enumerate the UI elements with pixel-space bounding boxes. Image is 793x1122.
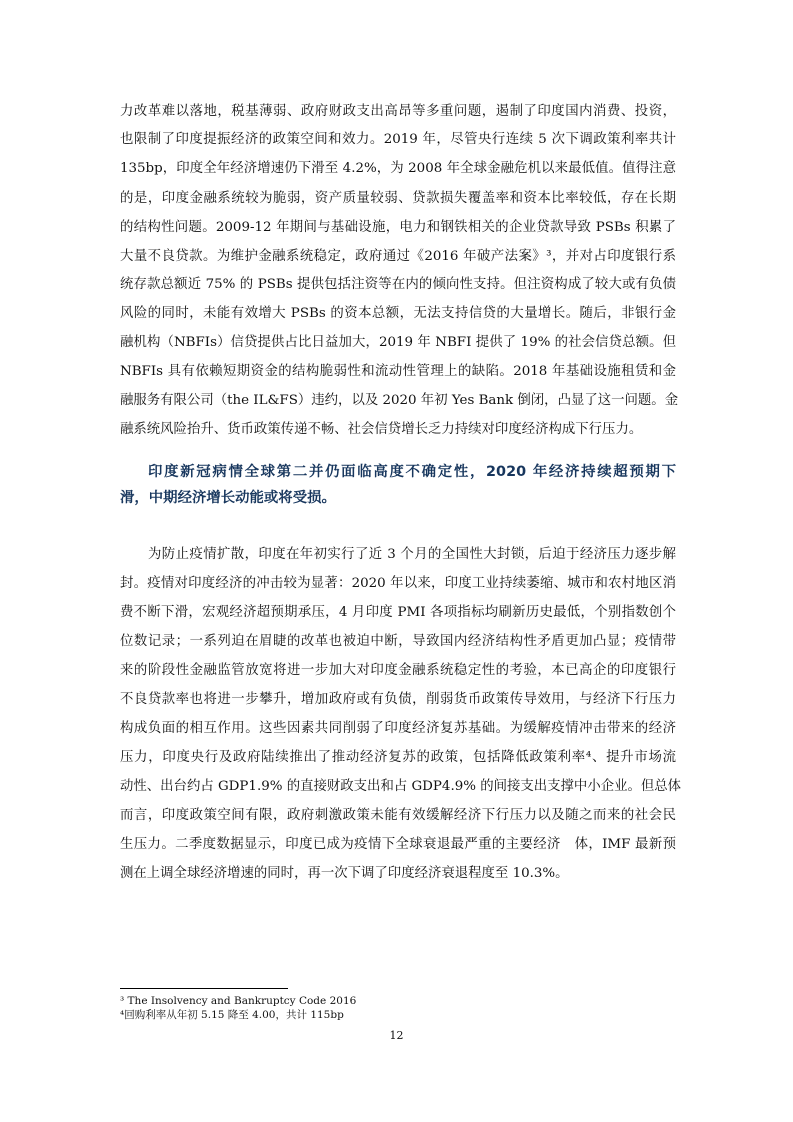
text-line: NBFIs 具有依赖短期资金的结构脆弱性和流动性管理上的缺陷。2018 年基础设施租赁和金 (120, 364, 676, 379)
text-line: 生压力。二季度数据显示，印度已成为疫情下全球衰退最严重的主要经济 体，IMF 最新预 (120, 837, 676, 852)
text-line: 135bp，印度全年经济增速仍下滑至 4.2%，为 2008 年全球金融危机以来最低值。值得注意 (120, 161, 676, 176)
heading-line: 印度新冠病情全球第二并仍面临高度不确定性，2020 年经济持续超预期下 (148, 464, 676, 480)
text-line: 的是，印度金融系统较为脆弱，资产质量较弱、贷款损失覆盖率和资本比率较低，存在长期 (120, 191, 676, 206)
text-line: 封。疫情对印度经济的冲击较为显著：2020 年以来，印度工业持续萎缩、城市和农村地区消 (120, 576, 676, 591)
text-line: 而言，印度政策空间有限，政府刺激政策未能有效缓解经济下行压力以及随之而来的社会民 (120, 808, 676, 823)
text-line: 费不断下滑，宏观经济超预期承压，4 月印度 PMI 各项指标均刷新历史最低，个别指数创个 (120, 605, 676, 620)
text-line: 不良贷款率也将进一步攀升，增加政府或有负债，削弱货币政策传导效用，与经济下行压力 (120, 692, 676, 707)
footnote-divider (120, 988, 288, 989)
text-line: 也限制了印度提振经济的政策空间和效力。2019 年，尽管央行连续 5 次下调政策利率共计 (120, 132, 676, 147)
page-number: 12 (389, 1029, 404, 1042)
text-line: 动性、出台约占 GDP1.9% 的直接财政支出和占 GDP4.9% 的间接支出支撑中小企业。但总体 (120, 779, 682, 794)
heading-line: 滑，中期经济增长动能或将受损。 (120, 490, 336, 506)
text-line: 压力，印度央行及政府陆续推出了推动经济复苏的政策，包括降低政策利率⁴、提升市场流 (120, 750, 676, 765)
text-line: 位数记录；一系列迫在眉睫的改革也被迫中断，导致国内经济结构性矛盾更加凸显；疫情带 (120, 634, 676, 649)
text-line: 大量不良贷款。为维护金融系统稳定，政府通过《2016 年破产法案》³，并对占印度银行系 (120, 249, 676, 264)
text-line: 构成负面的相互作用。这些因素共同削弱了印度经济复苏基础。为缓解疫情冲击带来的经济 (120, 721, 676, 736)
footnote-4: ⁴回购利率从年初 5.15 降至 4.00，共计 115bp (120, 1009, 344, 1021)
text-line: 的结构性问题。2009-12 年期间与基础设施，电力和钢铁相关的企业贷款导致 PSBs 积累了 (120, 220, 676, 235)
text-line: 来的阶段性金融监管放宽将进一步加大对印度金融系统稳定性的考验，本已高企的印度银行 (120, 663, 676, 678)
text-line: 风险的同时，未能有效增大 PSBs 的资本总额，无法支持信贷的大量增长。随后，非银行金 (120, 306, 676, 321)
text-line: 融系统风险抬升、货币政策传递不畅、社会信贷增长乏力持续对印度经济构成下行压力。 (120, 422, 643, 437)
text-line: 融机构（NBFIs）信贷提供占比日益加大，2019 年 NBFI 提供了 19% 的社会信贷总额。但 (120, 335, 676, 350)
text-line: 为防止疫情扩散，印度在年初实行了近 3 个月的全国性大封锁，后迫于经济压力逐步解 (148, 547, 676, 562)
text-line: 测在上调全球经济增速的同时，再一次下调了印度经济衰退程度至 10.3%。 (120, 866, 569, 881)
text-line: 融服务有限公司（the IL&FS）违约，以及 2020 年初 Yes Bank 倒闭，凸显了这一问题。金 (120, 393, 679, 408)
footnote-3: ³ The Insolvency and Bankruptcy Code 2016 (120, 995, 357, 1007)
text-line: 力改革难以落地，税基薄弱、政府财政支出高昂等多重问题，遏制了印度国内消费、投资， (120, 104, 676, 119)
text-line: 统存款总额近 75% 的 PSBs 提供包括注资等在内的倾向性支持。但注资构成了较大或有负债 (120, 277, 676, 292)
